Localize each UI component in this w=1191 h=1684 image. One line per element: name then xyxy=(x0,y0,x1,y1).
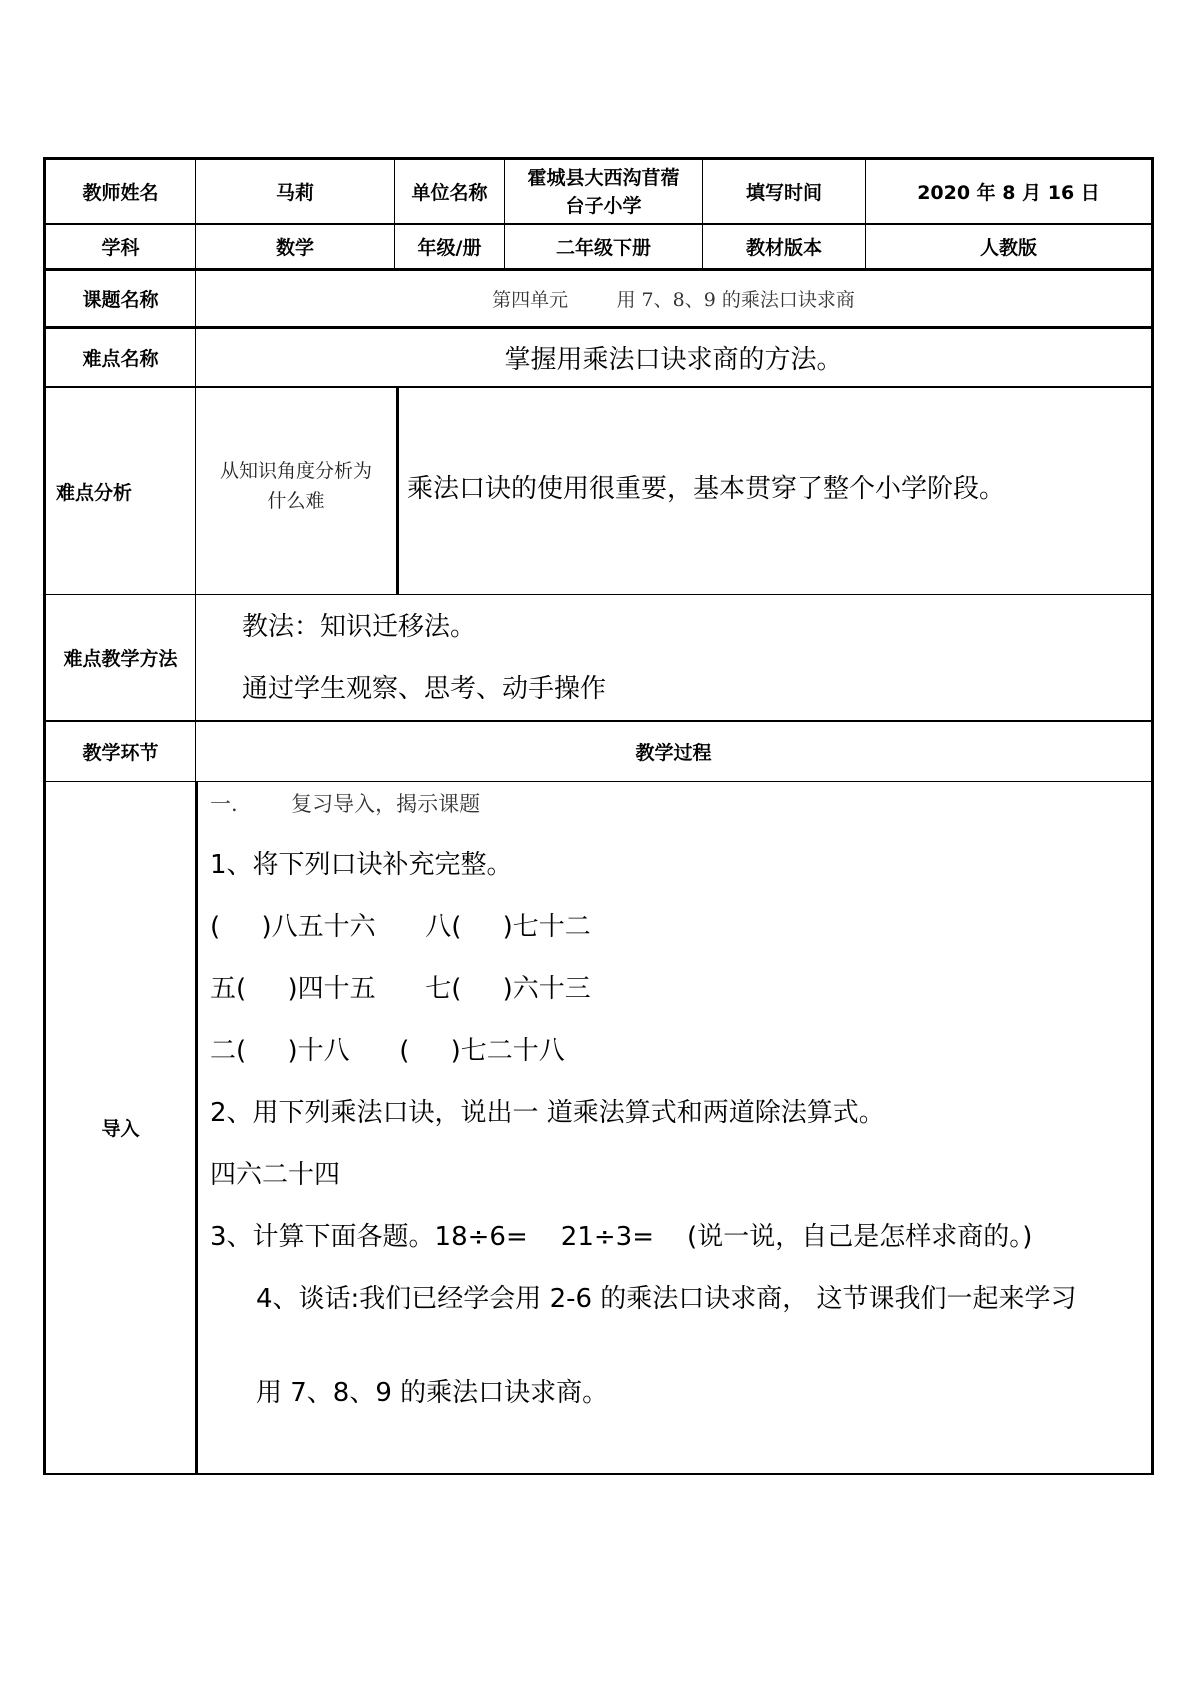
subject-value: 数学 xyxy=(196,225,395,268)
teacher-value: 马莉 xyxy=(196,160,395,223)
topic-value: 第四单元 用 7、8、9 的乘法口诀求商 xyxy=(492,289,855,311)
analysis-sub-label xyxy=(196,388,399,594)
analysis-sub-label-line1: 从知识角度分析为 xyxy=(219,460,372,482)
intro-line-5: 2、用下列乘法口诀，说出一 道乘法算式和两道除法算式。 xyxy=(210,1098,885,1128)
subject-label: 学科 xyxy=(46,225,196,268)
stage-header: 教学环节 xyxy=(46,722,196,781)
topic-row xyxy=(43,268,1154,326)
unit-value-line2: 台子小学 xyxy=(565,194,642,217)
topic-label: 课题名称 xyxy=(46,271,196,326)
method-value xyxy=(196,595,1151,720)
teacher-label: 教师姓名 xyxy=(46,160,196,223)
intro-line-6: 四六二十四 xyxy=(210,1160,341,1190)
unit-value xyxy=(505,160,703,223)
intro-line-7: 3、计算下面各题。18÷6= 21÷3= (说一说，自己是怎样求商的。) xyxy=(210,1222,1033,1252)
intro-row xyxy=(43,781,1154,1475)
difficulty-row xyxy=(43,326,1154,386)
intro-content xyxy=(196,782,1151,1473)
intro-heading: 一. 复习导入，揭示课题 xyxy=(210,792,481,816)
unit-label: 单位名称 xyxy=(395,160,505,223)
method-row xyxy=(43,594,1154,720)
intro-line-2: ( )八五十六 八( )七十二 xyxy=(210,912,591,942)
analysis-sub-label-line2: 什么难 xyxy=(267,490,325,512)
method-line1: 教法：知识迁移法。 xyxy=(242,611,477,642)
lesson-plan-table xyxy=(43,157,1154,1475)
method-label: 难点教学方法 xyxy=(46,595,196,720)
analysis-value: 乘法口诀的使用很重要，基本贯穿了整个小学阶段。 xyxy=(407,473,1006,504)
difficulty-label: 难点名称 xyxy=(46,329,196,386)
info-row-1 xyxy=(43,157,1154,223)
intro-stage: 导入 xyxy=(46,782,196,1473)
unit-value-line1: 霍城县大西沟苜蓿 xyxy=(527,166,680,189)
analysis-row xyxy=(43,386,1154,594)
process-header: 教学过程 xyxy=(635,742,712,764)
edition-label: 教材版本 xyxy=(703,225,866,268)
difficulty-value: 掌握用乘法口诀求商的方法。 xyxy=(504,345,843,375)
edition-value: 人教版 xyxy=(979,237,1037,259)
info-row-2 xyxy=(43,223,1154,268)
grade-label: 年级/册 xyxy=(395,225,505,268)
grade-value: 二年级下册 xyxy=(505,225,703,268)
process-header-row xyxy=(43,720,1154,781)
intro-line-4: 二( )十八 ( )七二十八 xyxy=(210,1036,565,1066)
intro-line-8: 4、谈话:我们已经学会用 2-6 的乘法口诀求商， 这节课我们一起来学习 xyxy=(256,1284,1077,1314)
intro-line-3: 五( )四十五 七( )六十三 xyxy=(210,974,591,1004)
analysis-label: 难点分析 xyxy=(46,388,196,594)
date-label: 填写时间 xyxy=(703,160,866,223)
intro-line-1: 1、将下列口诀补充完整。 xyxy=(210,850,513,880)
date-value: 2020 年 8 月 16 日 xyxy=(917,182,1100,204)
intro-line-9: 用 7、8、9 的乘法口诀求商。 xyxy=(256,1378,609,1408)
method-line2: 通过学生观察、思考、动手操作 xyxy=(242,673,607,704)
